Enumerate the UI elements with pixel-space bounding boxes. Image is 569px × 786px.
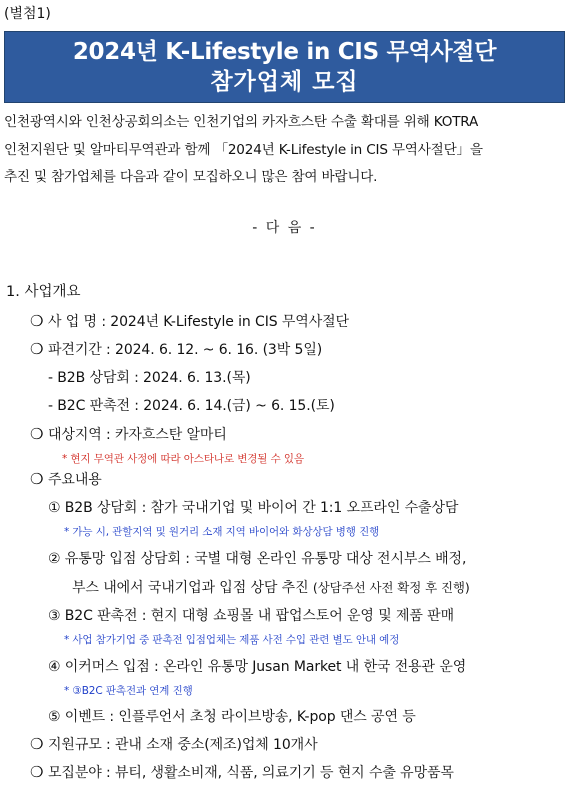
intro-line-2: 인천지원단 및 알마티무역관과 함께 「2024년 K-Lifestyle in CIS 무역사절단」을 bbox=[4, 141, 483, 158]
intro-line-3: 추진 및 참가업체를 다음과 같이 모집하오니 많은 참여 바랍니다. bbox=[4, 169, 378, 185]
bullet-icon: ❍ bbox=[30, 763, 44, 781]
content-2-small: (상담주선 사전 확정 후 진행) bbox=[312, 580, 470, 595]
item-field bbox=[30, 762, 454, 782]
content-2-main: 부스 내에서 국내기업과 입점 상담 추진 bbox=[72, 580, 309, 596]
content-5: ⑤ 이벤트 : 인플루언서 초청 라이브방송, K-pop 댄스 공연 등 bbox=[48, 709, 416, 725]
item-content-text: 주요내용 bbox=[48, 472, 102, 488]
content-1-note: * 가능 시, 관할지역 및 원거리 소재 지역 바이어와 화상상담 병행 진행 bbox=[64, 526, 380, 538]
content-3: ③ B2C 판촉전 : 현지 대형 쇼핑몰 내 팝업스토어 운영 및 제품 판매 bbox=[48, 608, 455, 624]
item-region bbox=[30, 424, 227, 444]
bullet-icon: ❍ bbox=[30, 425, 44, 443]
title-line-2: 참가업체 모집 bbox=[210, 69, 359, 95]
bullet-icon: ❍ bbox=[30, 340, 44, 358]
title-banner bbox=[4, 31, 565, 103]
title-line-1: 2024년 K-Lifestyle in CIS 무역사절단 bbox=[72, 39, 497, 65]
item-content bbox=[30, 469, 102, 489]
item-period bbox=[30, 339, 322, 359]
content-4-note: * ③B2C 판촉전과 연계 진행 bbox=[64, 685, 193, 697]
region-note: * 현지 무역관 사정에 따라 아스타나로 변경될 수 있음 bbox=[62, 453, 304, 465]
item-region-text: 대상지역 : 카자흐스탄 알마티 bbox=[48, 427, 227, 443]
item-b2b-date: - B2B 상담회 : 2024. 6. 13.(목) bbox=[48, 370, 251, 386]
content-3-note: * 사업 참가기업 중 판촉전 입점업체는 제품 사전 수입 관련 별도 안내 예정 bbox=[64, 634, 400, 646]
section-heading: 1. 사업개요 bbox=[6, 284, 81, 300]
item-b2c-date: - B2C 판촉전 : 2024. 6. 14.(금) ~ 6. 15.(토) bbox=[48, 398, 335, 414]
item-scale-text: 지원규모 : 관내 소재 중소(제조)업체 10개사 bbox=[48, 737, 318, 753]
bullet-icon: ❍ bbox=[30, 470, 44, 488]
item-name bbox=[30, 311, 349, 331]
intro-paragraph bbox=[4, 109, 565, 192]
content-1: ① B2B 상담회 : 참가 국내기업 및 바이어 간 1:1 오프라인 수출상담 bbox=[48, 500, 459, 516]
dagum-separator: - 다 음 - bbox=[252, 220, 317, 236]
content-2-line-1: ② 유통망 입점 상담회 : 국별 대형 온라인 유통망 대상 전시부스 배정, bbox=[48, 551, 467, 567]
bullet-icon: ❍ bbox=[30, 312, 44, 330]
intro-line-1: 인천광역시와 인천상공회의소는 인천기업의 카자흐스탄 수출 확대를 위해 KOTRA bbox=[4, 114, 479, 130]
item-scale bbox=[30, 734, 318, 754]
item-name-text: 사 업 명 : 2024년 K-Lifestyle in CIS 무역사절단 bbox=[48, 314, 349, 330]
attachment-label: (별첨1) bbox=[4, 6, 51, 22]
content-2-line-2 bbox=[72, 577, 470, 597]
content-4: ④ 이커머스 입점 : 온라인 유통망 Jusan Market 내 한국 전용관 운영 bbox=[48, 659, 467, 675]
item-field-text: 모집분야 : 뷰티, 생활소비재, 식품, 의료기기 등 현지 수출 유망품목 bbox=[48, 765, 454, 781]
bullet-icon: ❍ bbox=[30, 735, 44, 753]
item-period-text: 파견기간 : 2024. 6. 12. ~ 6. 16. (3박 5일) bbox=[48, 342, 323, 358]
